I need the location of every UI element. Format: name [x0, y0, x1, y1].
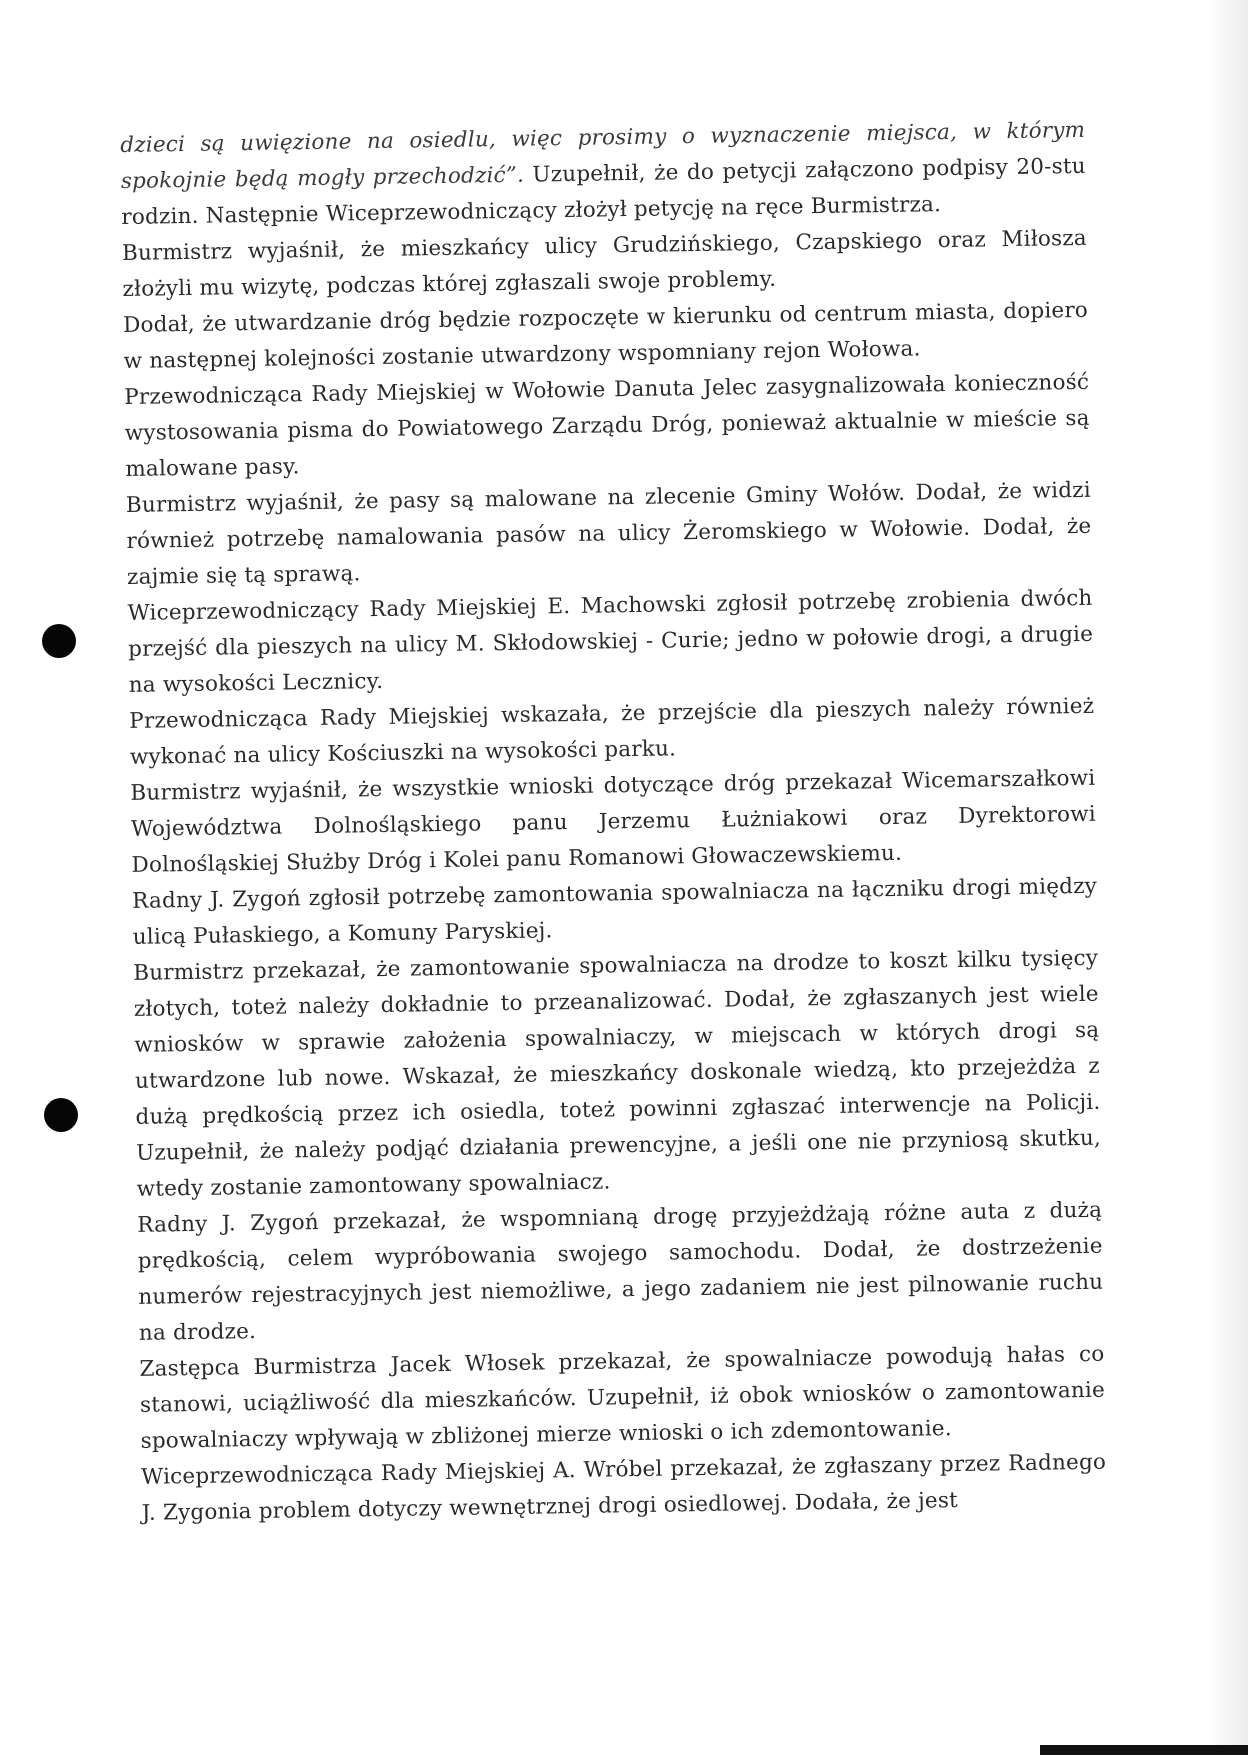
paragraph: Radny J. Zygoń przekazał, że wspomnianą drogę przyjeżdżają różne auta z dużą prędkością, celem wypróbowania swojego samochodu. Dodał, że dostrzeżenie numerów rejestracyjnych jest niemożliwe, a jego zadaniem nie jest pilnowanie ruchu na drodze.: [137, 1197, 1104, 1346]
paragraph: [120, 113, 1087, 236]
paragraph: Przewodnicząca Rady Miejskiej w Wołowie Danuta Jelec zasygnalizowała konieczność wystosowania pisma do Powiatowego Zarządu Dróg, ponieważ aktualnie w mieście są malowane pasy.: [124, 369, 1090, 482]
paragraph: Wiceprzewodnicząca Rady Miejskiej A. Wróbel przekazał, że zgłaszany przez Radnego J. Zygonia problem dotyczy wewnętrznej drogi osiedlowej. Dodała, że jest: [141, 1449, 1107, 1526]
paragraph: Radny J. Zygoń zgłosił potrzebę zamontowania spowalniacza na łączniku drogi między ulicą Pułaskiego, a Komuny Paryskiej.: [131, 873, 1098, 950]
page-edge-shadow: [1210, 0, 1248, 1755]
punch-hole-mark: [44, 1098, 78, 1132]
document-body: [120, 113, 1107, 1532]
paragraph: Dodał, że utwardzanie dróg będzie rozpoczęte w kierunku od centrum miasta, dopiero w następnej kolejności zostanie utwardzony wspomniany rejon Wołowa.: [122, 297, 1089, 374]
paragraph: Burmistrz przekazał, że zamontowanie spowalniacza na drodze to koszt kilku tysięcy złotych, toteż należy dokładnie to przeanalizować. Dodał, że zgłaszanych jest wiele wniosków w sprawie założenia spowalniaczy, w miejscach w których drogi są utwardzone lub nowe. Wskazał, że mieszkańcy doskonale wiedzą, kto przejeżdża z dużą prędkością przez ich osiedla, toteż powinni zgłaszać interwencje na Policji. Uzupełnił, że należy podjąć działania prewencyjne, a jeśli one nie przyniosą skutku, wtedy zostanie zamontowany spowalniacz.: [133, 945, 1102, 1202]
paragraph-text: Uzupełnił, że do petycji załączono podpisy 20-stu rodzin. Następnie Wiceprzewodniczący złożył petycję na ręce Burmistrza.: [121, 153, 1086, 230]
paragraph: Zastępca Burmistrza Jacek Włosek przekazał, że spowalniacze powodują hałas co stanowi, uciążliwość dla mieszkańców. Uzupełnił, iż obok wniosków o zamontowanie spowalniaczy wpływają w zbliżonej mierze wnioski o ich zdemontowanie.: [139, 1341, 1106, 1454]
italic-quote: dzieci są uwięzione na osiedlu, więc prosimy o wyznaczenie miejsca, w którym spokojnie będą mogły przechodzić”.: [120, 117, 1086, 194]
paragraph: Burmistrz wyjaśnił, że pasy są malowane na zlecenie Gminy Wołów. Dodał, że widzi również potrzebę namalowania pasów na ulicy Żeromskiego w Wołowie. Dodał, że zajmie się tą sprawą.: [125, 477, 1092, 590]
punch-hole-mark: [42, 624, 76, 658]
paragraph: Przewodnicząca Rady Miejskiej wskazała, że przejście dla pieszych należy również wykonać na ulicy Kościuszki na wysokości parku.: [129, 693, 1095, 770]
paragraph: Burmistrz wyjaśnił, że mieszkańcy ulicy Grudzińskiego, Czapskiego oraz Miłosza złożyli mu wizytę, podczas której zgłaszali swoje problemy.: [121, 225, 1088, 302]
paragraph: Wiceprzewodniczący Rady Miejskiej E. Machowski zgłosił potrzebę zrobienia dwóch przejść dla pieszych na ulicy M. Skłodowskiej - Curie; jedno w połowie drogi, a drugie na wysokości Lecznicy.: [127, 585, 1094, 698]
scan-bottom-edge: [1040, 1745, 1248, 1755]
paragraph: Burmistrz wyjaśnił, że wszystkie wnioski dotyczące dróg przekazał Wicemarszałkowi Województwa Dolnośląskiego panu Jerzemu Łużniakowi oraz Dyrektorowi Dolnośląskiej Służby Dróg i Kolei panu Romanowi Głowaczewskiemu.: [130, 765, 1097, 878]
